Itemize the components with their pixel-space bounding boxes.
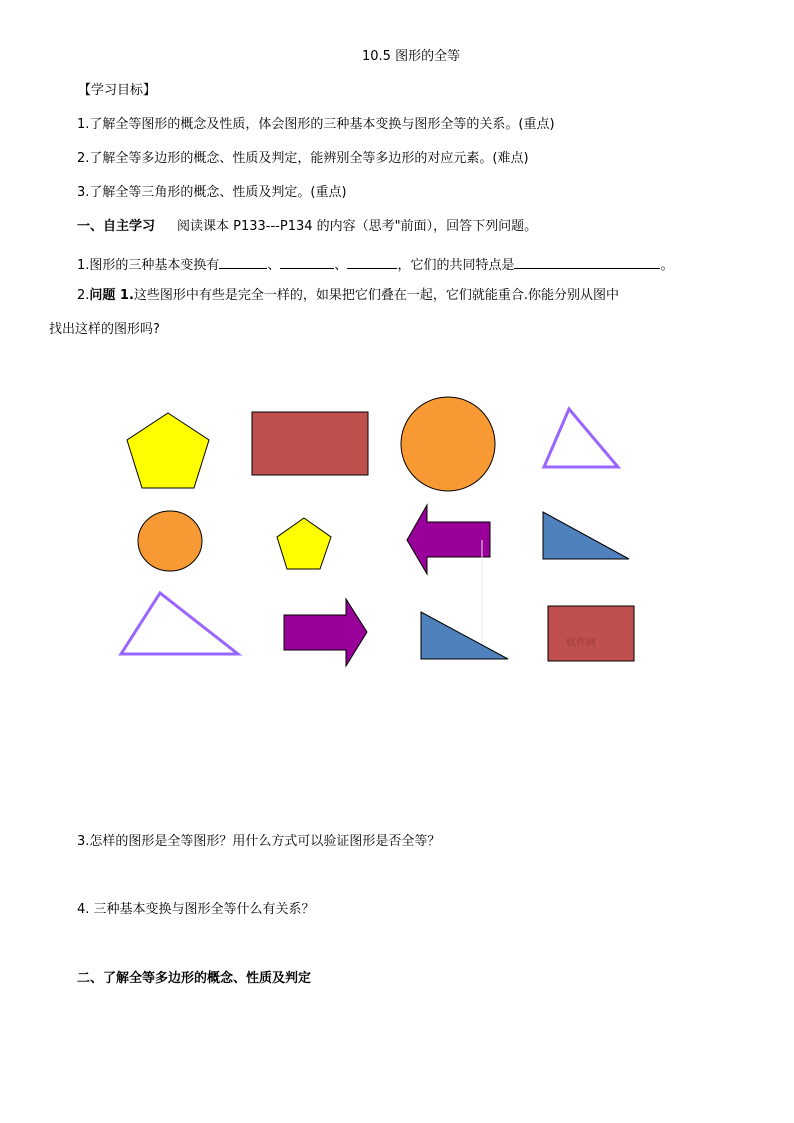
- right-arrow: [284, 599, 367, 666]
- right-triangle-1: [543, 512, 629, 559]
- small-pentagon: [277, 518, 331, 569]
- q1-sep2: 、: [334, 258, 348, 273]
- small-triangle-outline: [544, 409, 618, 467]
- page-title: 10.5 图形的全等: [362, 49, 461, 64]
- small-circle: [138, 511, 202, 571]
- q1-prefix: 1.图形的三种基本变换有: [77, 258, 220, 273]
- q2-text: 这些图形中有些是完全一样的，如果把它们叠在一起，它们就能重合.你能分别从图中: [133, 288, 620, 303]
- objective-item-3: 3.了解全等三角形的概念、性质及判定。(重点): [77, 185, 347, 200]
- question-2-continued: 找出这样的图形吗?: [49, 322, 160, 337]
- right-triangle-2: [421, 612, 508, 659]
- section1-instruction: 阅读课本 P133---P134 的内容（思考"前面），回答下列问题。: [177, 219, 538, 234]
- small-rectangle: [548, 606, 634, 661]
- q2-num: 2.: [77, 288, 90, 303]
- large-pentagon: [127, 413, 209, 488]
- section2-heading: 二、了解全等多边形的概念、性质及判定: [77, 971, 312, 986]
- objective-item-1: 1.了解全等图形的概念及性质，体会图形的三种基本变换与图形全等的关系。(重点): [77, 117, 555, 132]
- question-3: 3.怎样的图形是全等图形？用什么方式可以验证图形是否全等？: [77, 834, 441, 849]
- left-arrow: [407, 505, 490, 574]
- section1-heading: 一、自主学习: [77, 219, 156, 234]
- large-triangle-outline: [121, 593, 238, 654]
- question-4: 4. 三种基本变换与图形全等什么有关系？: [77, 902, 315, 917]
- q1-sep1: 、: [267, 258, 281, 273]
- q1-mid: ，它们的共同特点是: [397, 258, 515, 273]
- watermark-text: 软件网: [566, 638, 596, 649]
- large-rectangle: [252, 412, 368, 475]
- objectives-heading: 【学习目标】: [78, 83, 157, 98]
- q2-label: 问题 1.: [89, 288, 134, 303]
- large-circle: [401, 397, 495, 491]
- objective-item-2: 2.了解全等多边形的概念、性质及判定，能辨别全等多边形的对应元素。(难点): [77, 151, 529, 166]
- q1-end: 。: [660, 258, 674, 273]
